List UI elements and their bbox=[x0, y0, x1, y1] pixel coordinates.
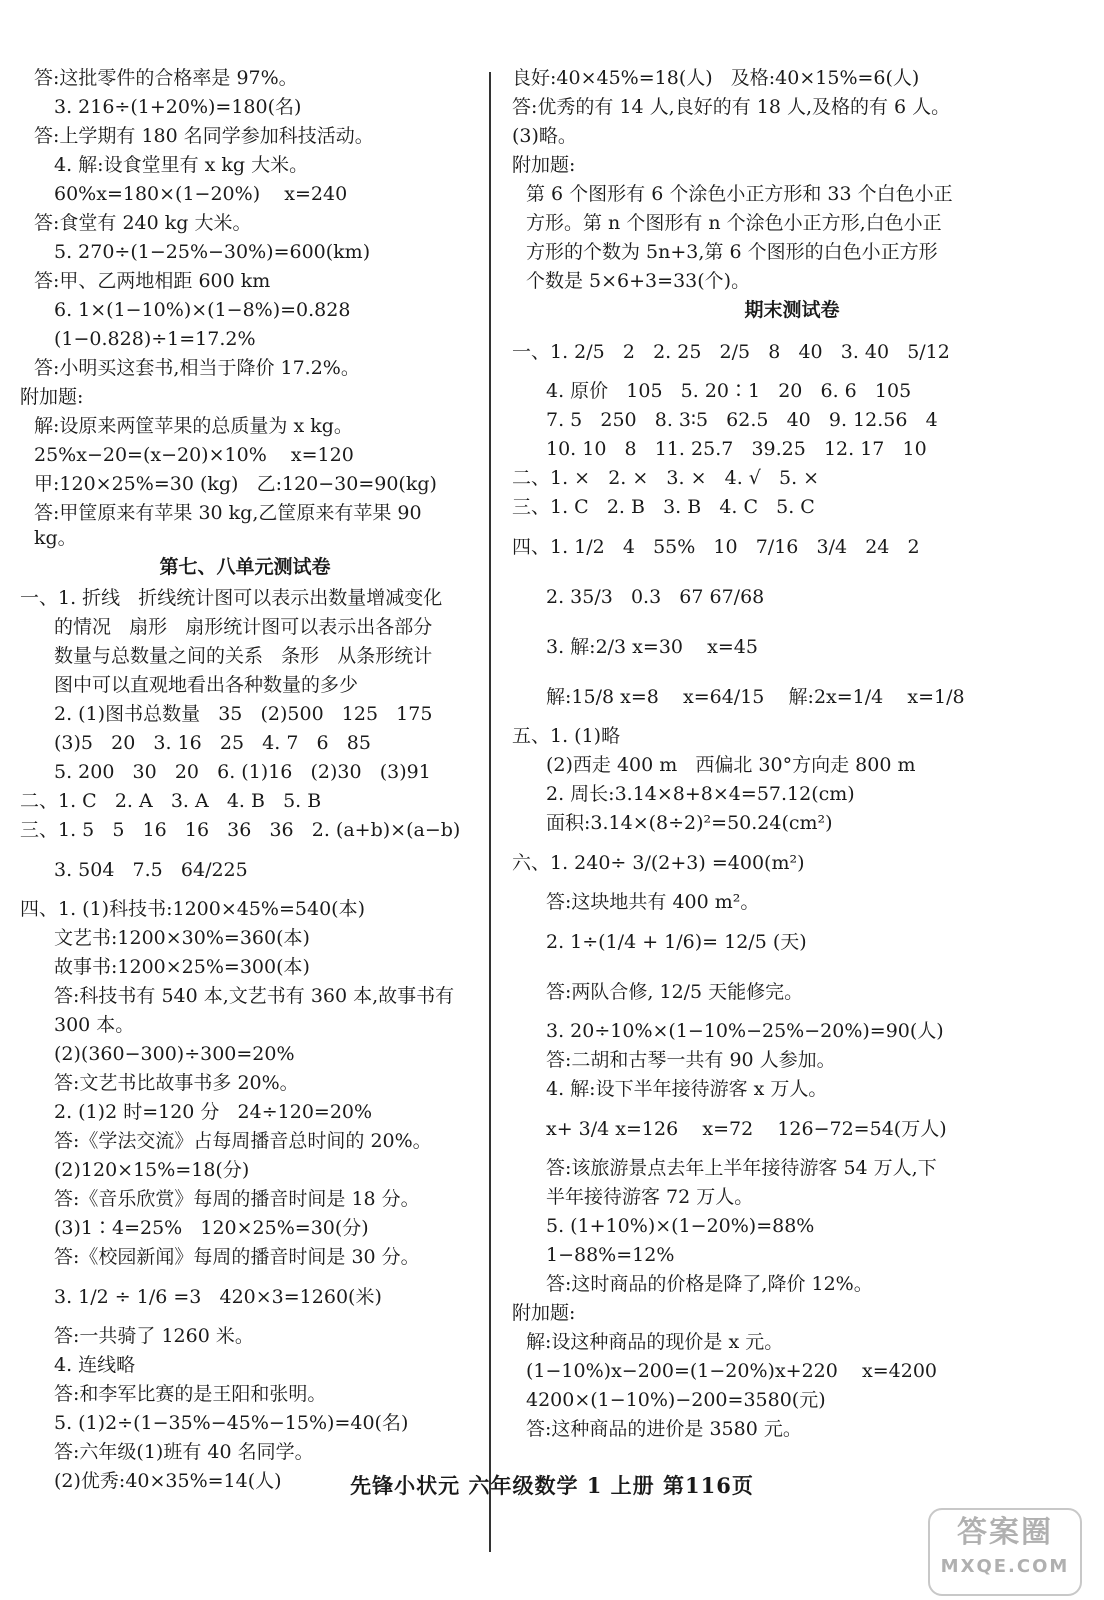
answer-line: 答:这种商品的进价是 3580 元。 bbox=[526, 1418, 802, 1440]
answer-line: 六、1. 240÷ 3/(2+3) =400(m²) bbox=[512, 852, 805, 874]
answer-line: (3)1∶4=25% 120×25%=30(分) bbox=[54, 1217, 369, 1239]
answer-line: 答:小明买这套书,相当于降价 17.2%。 bbox=[34, 357, 360, 379]
answer-line: 文艺书:1200×30%=360(本) bbox=[54, 927, 310, 949]
answer-line: 答:食堂有 240 kg 大米。 bbox=[34, 212, 252, 234]
answer-line: 第七、八单元测试卷 bbox=[159, 556, 331, 578]
answer-line: 5. 270÷(1−25%−30%)=600(km) bbox=[54, 241, 371, 263]
answer-line: 解:设原来两筐苹果的总质量为 x kg。 bbox=[34, 415, 353, 437]
answer-line: 5. 200 30 20 6. (1)16 (2)30 (3)91 bbox=[54, 761, 431, 783]
answer-line: 2. 35/3 0.3 67 67/68 bbox=[546, 586, 765, 608]
answer-line: 6. 1×(1−10%)×(1−8%)=0.828 bbox=[54, 299, 351, 321]
answer-line: 3. 504 7.5 64/225 bbox=[54, 859, 248, 881]
answer-line: 附加题: bbox=[512, 1302, 576, 1324]
answer-line: 答:和李军比赛的是王阳和张明。 bbox=[54, 1383, 327, 1405]
answer-line: (2)优秀:40×35%=14(人) bbox=[54, 1470, 282, 1492]
answer-line: x+ 3/4 x=126 x=72 126−72=54(万人) bbox=[546, 1118, 947, 1140]
answer-line: 附加题: bbox=[512, 154, 576, 176]
right-column bbox=[512, 66, 1072, 1446]
answer-line: 一、1. 折线 折线统计图可以表示出数量增减变化 bbox=[20, 587, 443, 609]
answer-line: 2. 1÷(1/4 + 1/6)= 12/5 (天) bbox=[546, 931, 807, 953]
answer-line: 4. 解:设食堂里有 x kg 大米。 bbox=[54, 154, 309, 176]
answer-line: 3. 1/2 ÷ 1/6 =3 420×3=1260(米) bbox=[54, 1286, 382, 1308]
answer-line: 的情况 扇形 扇形统计图可以表示出各部分 bbox=[54, 616, 433, 638]
answer-line: 答:两队合修, 12/5 天能修完。 bbox=[546, 981, 804, 1003]
answer-line: 二、1. C 2. A 3. A 4. B 5. B bbox=[20, 790, 322, 812]
answer-line: 四、1. 1/2 4 55% 10 7/16 3/4 24 2 bbox=[512, 536, 920, 558]
answer-line: 故事书:1200×25%=300(本) bbox=[54, 956, 310, 978]
answer-line: 5. (1+10%)×(1−20%)=88% bbox=[546, 1215, 815, 1237]
answer-line: 答:二胡和古琴一共有 90 人参加。 bbox=[546, 1049, 836, 1071]
answer-line: 答:优秀的有 14 人,良好的有 18 人,及格的有 6 人。 bbox=[512, 96, 951, 118]
answer-line: 25%x−20=(x−20)×10% x=120 bbox=[34, 444, 354, 466]
answer-line: 甲:120×25%=30 (kg) 乙:120−30=90(kg) bbox=[34, 473, 437, 495]
answer-line: (2)西走 400 m 西偏北 30°方向走 800 m bbox=[546, 754, 916, 776]
answer-line: 方形的个数为 5n+3,第 6 个图形的白色小正方形 bbox=[526, 241, 938, 263]
answer-line: 300 本。 bbox=[54, 1014, 135, 1036]
answer-line: 2. 周长:3.14×8+8×4=57.12(cm) bbox=[546, 783, 855, 805]
answer-line: (3)略。 bbox=[512, 125, 577, 147]
answer-line: 答:这块地共有 400 m²。 bbox=[546, 891, 760, 913]
column-divider bbox=[489, 72, 491, 1552]
answer-line: 附加题: bbox=[20, 386, 84, 408]
answer-line: 期末测试卷 bbox=[744, 299, 840, 321]
watermark-logo bbox=[928, 1508, 1082, 1596]
answer-line: 五、1. (1)略 bbox=[512, 725, 621, 747]
answer-line: 1−88%=12% bbox=[546, 1244, 675, 1266]
answer-line: 三、1. 5 5 16 16 36 36 2. (a+b)×(a−b) bbox=[20, 819, 461, 841]
answer-line: 4200×(1−10%)−200=3580(元) bbox=[526, 1389, 826, 1411]
answer-line: 4. 原价 105 5. 20∶1 20 6. 6 105 bbox=[546, 380, 912, 402]
answer-line: 答:一共骑了 1260 米。 bbox=[54, 1325, 254, 1347]
answer-line: 10. 10 8 11. 25.7 39.25 12. 17 10 bbox=[546, 438, 927, 460]
answer-line: 答:甲筐原来有苹果 30 kg,乙筐原来有苹果 90 kg。 bbox=[34, 502, 428, 549]
answer-line: 图中可以直观地看出各种数量的多少 bbox=[54, 674, 359, 696]
answer-line: 4. 解:设下半年接待游客 x 万人。 bbox=[546, 1078, 828, 1100]
answer-line: 答:这批零件的合格率是 97%。 bbox=[34, 67, 298, 89]
answer-line: 7. 5 250 8. 3∶5 62.5 40 9. 12.56 4 bbox=[546, 409, 938, 431]
answer-line: 答:上学期有 180 名同学参加科技活动。 bbox=[34, 125, 374, 147]
answer-line: 2. (1)2 时=120 分 24÷120=20% bbox=[54, 1101, 373, 1123]
answer-line: (1−10%)x−200=(1−20%)x+220 x=4200 bbox=[526, 1360, 937, 1382]
answer-line: 解:15/8 x=8 x=64/15 解:2x=1/4 x=1/8 bbox=[546, 686, 965, 708]
answer-line: 答:六年级(1)班有 40 名同学。 bbox=[54, 1441, 314, 1463]
answer-line: (2)120×15%=18(分) bbox=[54, 1159, 250, 1181]
answer-line: 答:《学法交流》占每周播音总时间的 20%。 bbox=[54, 1130, 432, 1152]
answer-line: 4. 连线略 bbox=[54, 1354, 136, 1376]
watermark-top: 答案圈 bbox=[957, 1515, 1053, 1550]
answer-line: (1−0.828)÷1=17.2% bbox=[54, 328, 256, 350]
answer-line: 3. 解:2/3 x=30 x=45 bbox=[546, 636, 758, 658]
answer-line: 解:设这种商品的现价是 x 元。 bbox=[526, 1331, 784, 1353]
answer-line: 方形。第 n 个图形有 n 个涂色小正方形,白色小正 bbox=[526, 212, 942, 234]
answer-line: 5. (1)2÷(1−35%−45%−15%)=40(名) bbox=[54, 1412, 409, 1434]
answer-line: 3. 20÷10%×(1−10%−25%−20%)=90(人) bbox=[546, 1020, 944, 1042]
answer-line: 2. (1)图书总数量 35 (2)500 125 175 bbox=[54, 703, 433, 725]
answer-line: 个数是 5×6+3=33(个)。 bbox=[526, 270, 751, 292]
answer-line: 答:科技书有 540 本,文艺书有 360 本,故事书有 bbox=[54, 985, 455, 1007]
answer-line: 四、1. (1)科技书:1200×45%=540(本) bbox=[20, 898, 365, 920]
answer-line: 三、1. C 2. B 3. B 4. C 5. C bbox=[512, 496, 815, 518]
answer-line: 答:该旅游景点去年上半年接待游客 54 万人,下 bbox=[546, 1157, 937, 1179]
answer-line: 答:《音乐欣赏》每周的播音时间是 18 分。 bbox=[54, 1188, 420, 1210]
answer-line: 答:文艺书比故事书多 20%。 bbox=[54, 1072, 299, 1094]
left-column bbox=[20, 66, 470, 1498]
answer-line: 良好:40×45%=18(人) 及格:40×15%=6(人) bbox=[512, 67, 920, 89]
answer-line: (3)5 20 3. 16 25 4. 7 6 85 bbox=[54, 732, 371, 754]
answer-line: 二、1. × 2. × 3. × 4. √ 5. × bbox=[512, 467, 820, 489]
answer-line: 半年接待游客 72 万人。 bbox=[546, 1186, 754, 1208]
answer-line: 答:《校园新闻》每周的播音时间是 30 分。 bbox=[54, 1246, 420, 1268]
answer-line: 3. 216÷(1+20%)=180(名) bbox=[54, 96, 302, 118]
answer-line: 数量与总数量之间的关系 条形 从条形统计 bbox=[54, 645, 433, 667]
answer-line: 面积:3.14×(8÷2)²=50.24(cm²) bbox=[546, 812, 833, 834]
answer-line: 60%x=180×(1−20%) x=240 bbox=[54, 183, 348, 205]
answer-line: 第 6 个图形有 6 个涂色小正方形和 33 个白色小正 bbox=[526, 183, 953, 205]
watermark-bottom: MXQE.COM bbox=[940, 1556, 1070, 1577]
page-footer: 先锋小状元 六年级数学 1 上册 第116页 bbox=[350, 1473, 754, 1498]
answer-line: 答:这时商品的价格是降了,降价 12%。 bbox=[546, 1273, 873, 1295]
answer-line: (2)(360−300)÷300=20% bbox=[54, 1043, 295, 1065]
answer-line: 一、1. 2/5 2 2. 25 2/5 8 40 3. 40 5/12 bbox=[512, 341, 950, 363]
answer-line: 答:甲、乙两地相距 600 km bbox=[34, 270, 271, 292]
